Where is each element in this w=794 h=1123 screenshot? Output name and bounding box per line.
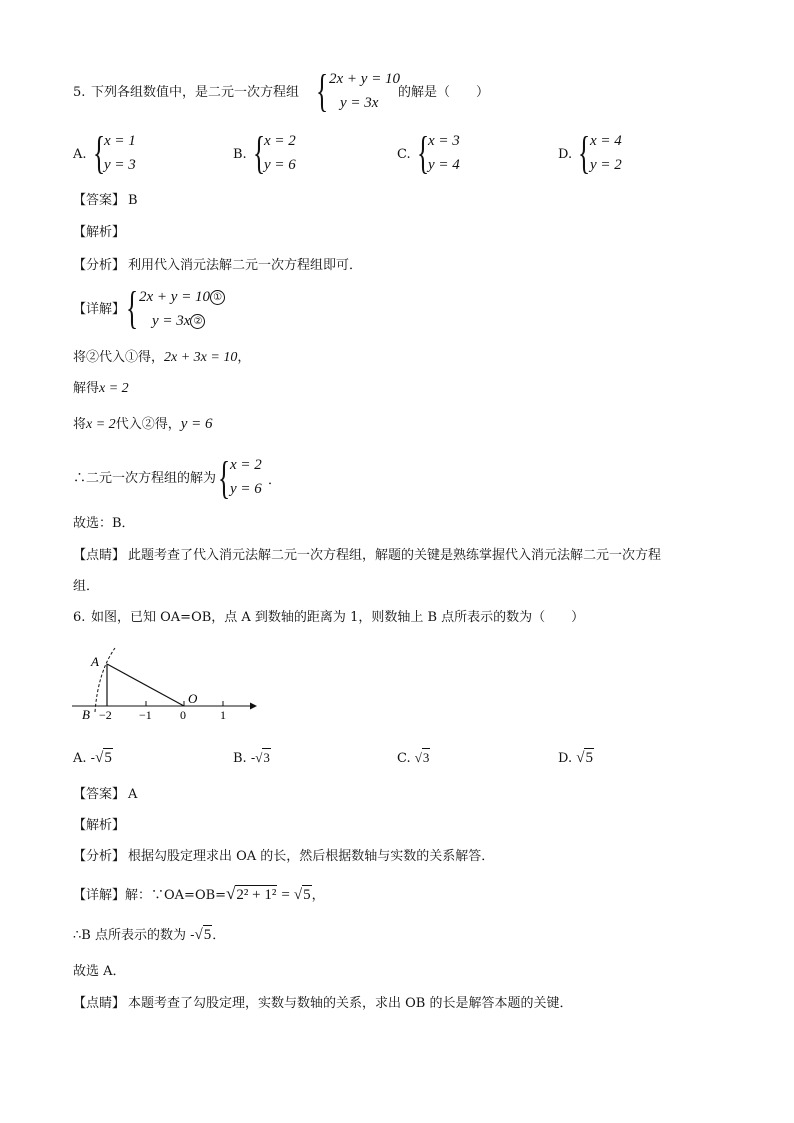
- tick-label-0: 0: [180, 708, 186, 722]
- q5-system-brace: {: [316, 65, 329, 116]
- q6-step2-radicand: 5: [203, 927, 212, 943]
- q5-option-c-label[interactable]: C.: [397, 147, 411, 162]
- q5-fenxi-text: 利用代入消元法解二元一次方程组即可．: [128, 258, 363, 273]
- tick-label-1: 1: [220, 708, 226, 722]
- q6-option-d[interactable]: [558, 751, 594, 766]
- q5-option-b-brace: {: [253, 127, 266, 178]
- q6-detail-eq: =: [281, 887, 290, 903]
- q5-detail-eq2: [152, 314, 205, 329]
- q6-dianjing-tag: 【点睛】: [73, 996, 126, 1011]
- circle-1-mark: ①: [210, 290, 225, 305]
- q5-step3-math2: y = 6: [180, 416, 213, 432]
- q6-option-a-radicand: 5: [104, 750, 112, 766]
- q5-option-d-y: y = 2: [590, 157, 622, 173]
- q6-xiangjie: [73, 885, 325, 903]
- q5-system-eq1: 2x + y = 10: [329, 71, 401, 87]
- q5-step1-end: ，: [237, 350, 251, 365]
- q5-option-a-x: x = 1: [104, 133, 136, 149]
- q5-choose: 故选：B．: [73, 516, 135, 531]
- q6-step2-end: ．: [212, 928, 226, 943]
- q5-analysis-tag: 【解析】: [73, 225, 126, 240]
- q5-answer-tag: 【答案】: [73, 193, 126, 208]
- sqrt-sign: √: [576, 750, 585, 766]
- q6-analysis-tag: 【解析】: [73, 818, 126, 833]
- q5-step3-b: 代入②得，: [115, 417, 181, 432]
- q5-step4-end: ．: [268, 473, 282, 488]
- q5-step4-brace: {: [218, 452, 231, 503]
- q5-number: 5.: [73, 85, 86, 100]
- q6-choose: 故选 A．: [73, 964, 126, 979]
- q6-number-line-figure: [68, 642, 260, 724]
- q5-option-b-x: x = 2: [264, 133, 296, 149]
- q5-dianjing-text-2: 组．: [73, 579, 100, 594]
- q6-answer: A: [128, 787, 138, 802]
- q5-dianjing-text: 此题考查了代入消元法解二元一次方程组，解题的关键是熟练掌握代入消元法解二元一次方程: [128, 548, 662, 563]
- q6-step2-text: ∴B 点所表示的数为 -: [73, 928, 195, 943]
- q6-option-c-radicand: 3: [422, 750, 430, 765]
- q6-detail-text: 解：∵OA=OB=: [125, 888, 227, 903]
- q5-stem-before: 下列各组数值中，是二元一次方程组: [91, 85, 300, 100]
- segment-oa: [107, 664, 184, 706]
- q5-option-b-label[interactable]: B.: [233, 147, 247, 162]
- q5-step4-x: x = 2: [230, 457, 262, 473]
- q5-step1-text: 将②代入①得，: [73, 350, 165, 365]
- q5-answer: B: [128, 193, 138, 208]
- q6-detail-result: 5: [303, 887, 311, 903]
- q6-option-b[interactable]: [233, 751, 271, 765]
- q6-option-d-radicand: 5: [585, 750, 593, 766]
- q5-option-a-label[interactable]: A.: [73, 147, 87, 162]
- q5-step3-math1: x = 2: [86, 417, 116, 432]
- label-o: O: [188, 691, 198, 706]
- circle-2-mark: ②: [190, 314, 205, 329]
- q5-step4-y: y = 6: [230, 481, 262, 497]
- q6-option-a[interactable]: [73, 751, 113, 766]
- q5-option-d-label[interactable]: D.: [558, 147, 573, 162]
- q5-step4-text: ∴二元一次方程组的解为: [73, 471, 217, 486]
- tick-label-neg1: −1: [139, 708, 152, 722]
- q6-dianjing-text: 本题考查了勾股定理，实数与数轴的关系，求出 OB 的长是解答本题的关键．: [128, 996, 573, 1011]
- q6-number: 6.: [73, 610, 86, 625]
- q6-option-b-label: B.: [233, 751, 247, 766]
- q5-option-c-x: x = 3: [428, 133, 460, 149]
- sqrt-sign: √: [255, 750, 263, 765]
- q5-option-d-x: x = 4: [590, 133, 622, 149]
- sqrt-sign: √: [95, 750, 104, 766]
- q6-fenxi-tag: 【分析】: [73, 849, 126, 864]
- q6-option-b-radicand: 3: [263, 750, 270, 765]
- q5-option-d-brace: {: [578, 127, 591, 178]
- q6-answer-tag: 【答案】: [73, 787, 126, 802]
- label-b: B: [82, 707, 90, 722]
- q6-fenxi-text: 根据勾股定理求出 OA 的长，然后根据数轴与实数的关系解答．: [128, 849, 495, 864]
- tick-label-neg2: −2: [99, 708, 112, 722]
- q5-fenxi-tag: 【分析】: [73, 258, 126, 273]
- q5-step2: [73, 382, 129, 396]
- q6-option-a-sign: -: [90, 751, 96, 766]
- q5-step3: [73, 417, 212, 432]
- q5-option-a-brace: {: [93, 127, 106, 178]
- q5-xiangjie-tag: 【详解】: [73, 302, 126, 317]
- sqrt-sign: √: [194, 927, 203, 943]
- q5-detail-eq1-text: 2x + y = 10: [139, 289, 211, 305]
- q6-detail-end: ，: [311, 888, 325, 903]
- sqrt-sign: √: [226, 884, 236, 903]
- q5-detail-eq1: [139, 290, 225, 305]
- q5-step2-math: x = 2: [99, 381, 129, 396]
- q6-option-c[interactable]: [397, 751, 430, 765]
- number-line-arrow: [250, 703, 257, 710]
- q6-step2: [73, 928, 225, 943]
- q6-detail-radicand: 2² + 1²: [236, 887, 277, 903]
- q5-option-b-y: y = 6: [264, 157, 296, 173]
- q6-stem: 如图，已知 OA=OB，点 A 到数轴的距离为 1，则数轴上 B 点所表示的数为（ ）: [91, 610, 585, 625]
- q6-option-a-label: A.: [73, 751, 87, 766]
- q5-step2-text: 解得: [73, 381, 100, 396]
- q5-option-c-brace: {: [417, 127, 430, 178]
- q5-system-eq2: y = 3x: [340, 95, 379, 111]
- label-a: A: [91, 654, 99, 669]
- q5-detail-eq2-text: y = 3x: [152, 313, 191, 329]
- q5-step1: [73, 351, 250, 365]
- q5-dianjing-tag: 【点睛】: [73, 548, 126, 563]
- q6-option-c-label: C.: [397, 751, 411, 766]
- q5-stem-after: 的解是（ ）: [398, 85, 490, 100]
- q5-option-a-y: y = 3: [104, 157, 136, 173]
- q6-option-d-label: D.: [558, 751, 573, 766]
- q6-option-b-sign: -: [250, 751, 256, 766]
- q5-step3-a: 将: [73, 417, 87, 432]
- q5-option-c-y: y = 4: [428, 157, 460, 173]
- q5-detail-brace: {: [126, 282, 139, 333]
- sqrt-sign: √: [293, 887, 303, 903]
- sqrt-sign: √: [414, 750, 422, 765]
- q5-step1-math: 2x + 3x = 10: [164, 350, 238, 365]
- q6-xiangjie-tag: 【详解】: [73, 888, 126, 903]
